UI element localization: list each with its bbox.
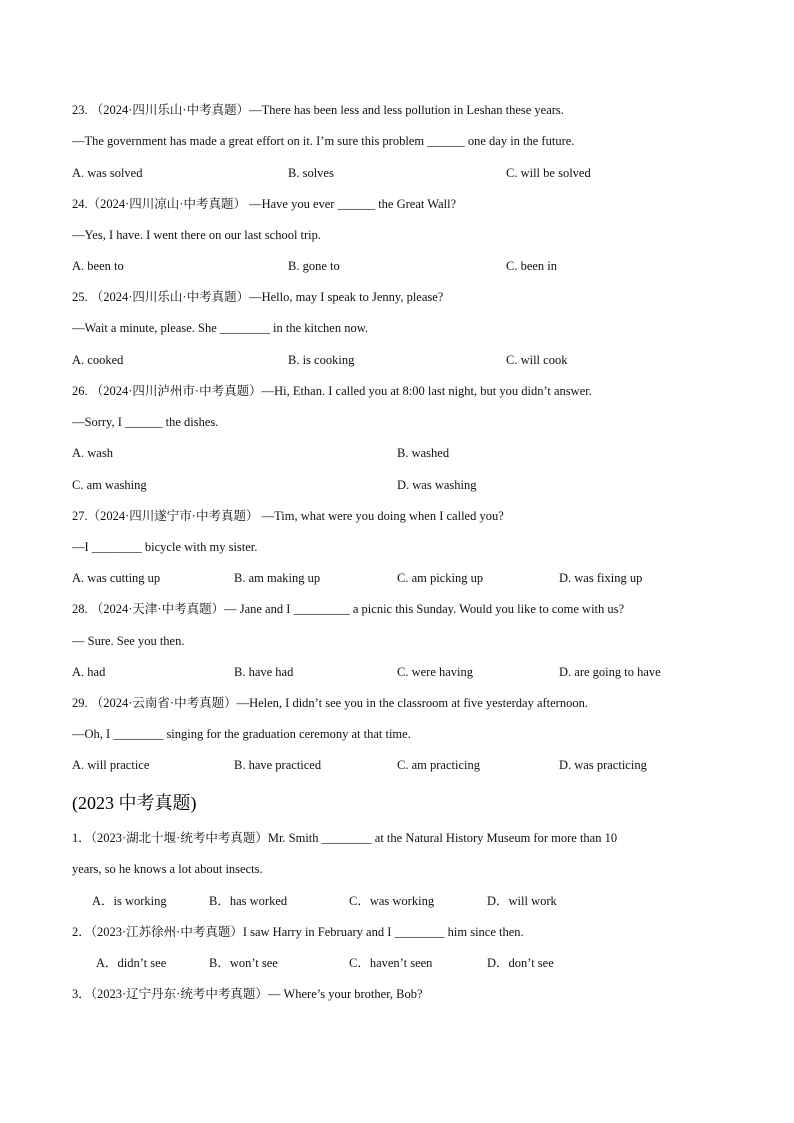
question-23-option-a: A. was solved bbox=[72, 166, 143, 180]
question-24-option-a: A. been to bbox=[72, 259, 124, 273]
question-2023-1-stem-continued: years, so he knows a lot about insects. bbox=[72, 862, 263, 876]
question-25-option-c: C. will cook bbox=[506, 353, 568, 367]
question-2023-1-option-d: D．will work bbox=[487, 894, 557, 908]
question-2023-1-option-b: B．has worked bbox=[209, 894, 288, 908]
question-29-option-a: A. will practice bbox=[72, 758, 150, 772]
question-2023-2-option-d: D．don’t see bbox=[487, 956, 554, 970]
question-2023-2-stem: 2．（2023·江苏徐州·中考真题）I saw Harry in February and I ________ him since then. bbox=[72, 925, 524, 939]
question-23-stem: 23. （2024·四川乐山·中考真题）—There has been less and less pollution in Leshan these years. bbox=[72, 103, 564, 117]
question-24-reply: —Yes, I have. I went there on our last school trip. bbox=[72, 228, 322, 242]
question-26-reply: —Sorry, I ______ the dishes. bbox=[72, 415, 219, 429]
question-23-option-b: B. solves bbox=[288, 166, 334, 180]
question-2023-3-stem: 3．（2023·辽宁丹东·统考中考真题）— Where’s your brother, Bob? bbox=[72, 987, 423, 1001]
question-27-option-c: C. am picking up bbox=[397, 571, 484, 585]
question-25-stem: 25. （2024·四川乐山·中考真题）—Hello, may I speak to Jenny, please? bbox=[72, 290, 444, 304]
question-2023-2-option-a: A．didn’t see bbox=[96, 956, 167, 970]
question-27-option-a: A. was cutting up bbox=[72, 571, 161, 585]
question-24-stem: 24.（2024·四川凉山·中考真题） —Have you ever ______ the Great Wall? bbox=[72, 197, 457, 211]
question-26-stem: 26. （2024·四川泸州市·中考真题）—Hi, Ethan. I called you at 8:00 last night, but you didn’t answer. bbox=[72, 384, 592, 398]
question-25-reply: —Wait a minute, please. She ________ in the kitchen now. bbox=[72, 321, 369, 335]
section-heading-2023: (2023 中考真题) bbox=[72, 793, 197, 813]
question-2023-1-stem: 1．（2023·湖北十堰·统考中考真题）Mr. Smith ________ at the Natural History Museum for more than 10 bbox=[72, 831, 618, 845]
question-2023-1-option-c: C．was working bbox=[349, 894, 435, 908]
question-28-stem: 28. （2024·天津·中考真题）— Jane and I _________ a picnic this Sunday. Would you like to come with us? bbox=[72, 602, 625, 616]
question-24-option-b: B. gone to bbox=[288, 259, 340, 273]
question-28-option-d: D. are going to have bbox=[559, 665, 661, 679]
question-29-stem: 29. （2024·云南省·中考真题）—Helen, I didn’t see you in the classroom at five yesterday afternoon. bbox=[72, 696, 588, 710]
question-25-option-a: A. cooked bbox=[72, 353, 124, 367]
question-27-option-d: D. was fixing up bbox=[559, 571, 643, 585]
question-27-reply: —I ________ bicycle with my sister. bbox=[72, 540, 258, 554]
question-26-option-a: A. wash bbox=[72, 446, 113, 460]
question-26-option-c: C. am washing bbox=[72, 478, 147, 492]
question-27-stem: 27.（2024·四川遂宁市·中考真题） —Tim, what were you doing when I called you? bbox=[72, 509, 504, 523]
question-23-reply: —The government has made a great effort on it. I’m sure this problem ______ one day in the future. bbox=[72, 134, 575, 148]
question-29-option-c: C. am practicing bbox=[397, 758, 480, 772]
question-28-reply: — Sure. See you then. bbox=[72, 634, 185, 648]
question-29-option-b: B. have practiced bbox=[234, 758, 322, 772]
question-26-option-b: B. washed bbox=[397, 446, 450, 460]
question-27-option-b: B. am making up bbox=[234, 571, 321, 585]
question-28-option-b: B. have had bbox=[234, 665, 294, 679]
question-29-option-d: D. was practicing bbox=[559, 758, 647, 772]
question-29-reply: —Oh, I ________ singing for the graduation ceremony at that time. bbox=[72, 727, 411, 741]
question-2023-2-option-b: B．won’t see bbox=[209, 956, 278, 970]
question-2023-1-option-a: A．is working bbox=[92, 894, 167, 908]
question-2023-2-option-c: C．haven’t seen bbox=[349, 956, 433, 970]
question-28-option-c: C. were having bbox=[397, 665, 474, 679]
question-23-option-c: C. will be solved bbox=[506, 166, 591, 180]
question-25-option-b: B. is cooking bbox=[288, 353, 355, 367]
question-28-option-a: A. had bbox=[72, 665, 106, 679]
question-26-option-d: D. was washing bbox=[397, 478, 477, 492]
question-24-option-c: C. been in bbox=[506, 259, 558, 273]
